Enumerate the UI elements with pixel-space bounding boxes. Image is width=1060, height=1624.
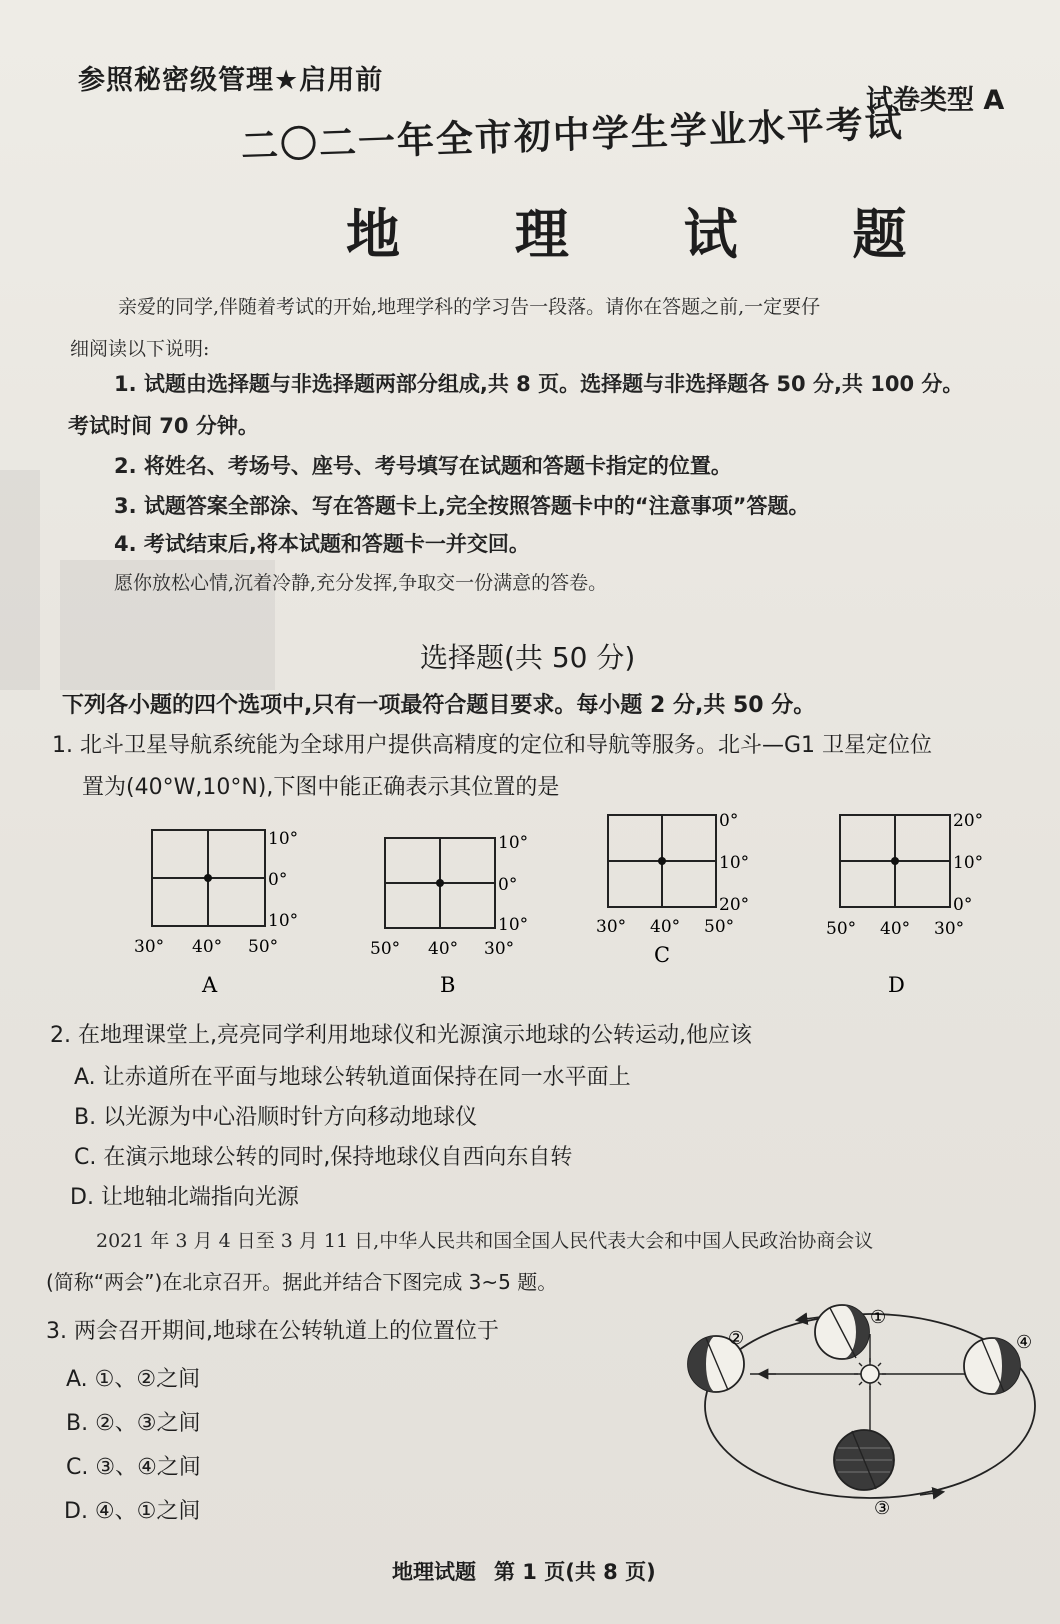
lat-label: 20° bbox=[719, 895, 750, 915]
question-2-option: B. 以光源为中心沿顺时针方向移动地球仪 bbox=[74, 1105, 478, 1130]
orbit-label-1: ① bbox=[870, 1307, 887, 1328]
earth-position-4 bbox=[964, 1332, 1032, 1394]
lon-label: 40° bbox=[880, 919, 911, 939]
section-instruction: 下列各小题的四个选项中,只有一项最符合题目要求。每小题 2 分,共 50 分。 bbox=[62, 693, 816, 718]
lon-label: 50° bbox=[704, 917, 735, 937]
lat-label: 10° bbox=[953, 853, 984, 873]
question-3-stem: 3. 两会召开期间,地球在公转轨道上的位置位于 bbox=[46, 1319, 499, 1344]
grid-d bbox=[826, 811, 983, 997]
earth-position-3 bbox=[834, 1430, 894, 1519]
question-1-stem: 1. 北斗卫星导航系统能为全球用户提供高精度的定位和导航等服务。北斗—G1 卫星定位位 bbox=[52, 733, 933, 758]
option-letter: C bbox=[654, 943, 671, 967]
lon-label: 30° bbox=[596, 917, 627, 937]
lat-label: 10° bbox=[498, 915, 529, 935]
lon-label: 40° bbox=[650, 917, 681, 937]
rule-item: 2. 将姓名、考场号、座号、考号填写在试题和答题卡指定的位置。 bbox=[114, 454, 732, 478]
lat-label: 0° bbox=[719, 811, 739, 831]
q1-grid-diagrams bbox=[0, 800, 1060, 1005]
grid-b bbox=[370, 833, 528, 997]
wish-line: 愿你放松心情,沉着冷静,充分发挥,争取交一份满意的答卷。 bbox=[114, 572, 608, 594]
option-letter: D bbox=[888, 973, 905, 997]
subject-title: 地 理 试 题 bbox=[346, 203, 955, 266]
question-2-option: D. 让地轴北端指向光源 bbox=[70, 1185, 299, 1210]
lon-label: 30° bbox=[934, 919, 965, 939]
orbit-label-3: ③ bbox=[874, 1498, 891, 1519]
page-footer bbox=[392, 1556, 656, 1586]
earth-position-1 bbox=[815, 1305, 886, 1359]
rule-item: 考试时间 70 分钟。 bbox=[68, 414, 259, 438]
rule-item: 1. 试题由选择题与非选择题两部分组成,共 8 页。选择题与非选择题各 50 分,共 100 分。 bbox=[114, 372, 964, 396]
lon-label: 50° bbox=[826, 919, 857, 939]
secret-level-label: 参照秘密级管理★启用前 bbox=[78, 65, 384, 96]
position-dot bbox=[658, 857, 666, 865]
lon-label: 40° bbox=[192, 937, 223, 957]
option-letter: B bbox=[440, 973, 456, 997]
footer-subject: 地理试题 bbox=[392, 1560, 476, 1584]
section-title: 选择题(共 50 分) bbox=[420, 641, 636, 674]
question-3-option: A. ①、②之间 bbox=[66, 1367, 201, 1392]
question-2-stem: 2. 在地理课堂上,亮亮同学利用地球仪和光源演示地球的公转运动,他应该 bbox=[50, 1023, 752, 1048]
context-line: 2021 年 3 月 4 日至 3 月 11 日,中华人民共和国全国人民代表大会和中国人民政治协商会议 bbox=[96, 1230, 874, 1252]
question-3-option: C. ③、④之间 bbox=[66, 1455, 201, 1480]
lon-label: 50° bbox=[248, 937, 279, 957]
orbit-label-4: ④ bbox=[1016, 1332, 1033, 1353]
position-dot bbox=[204, 874, 212, 882]
orbit-label-2: ② bbox=[728, 1328, 745, 1349]
earth-position-2 bbox=[688, 1328, 744, 1392]
rule-item: 3. 试题答案全部涂、写在答题卡上,完全按照答题卡中的“注意事项”答题。 bbox=[114, 494, 810, 518]
earth-orbit-diagram bbox=[680, 1300, 1050, 1535]
greeting-line: 亲爱的同学,伴随着考试的开始,地理学科的学习告一段落。请你在答题之前,一定要仔 bbox=[118, 296, 821, 318]
question-2-option: A. 让赤道所在平面与地球公转轨道面保持在同一水平面上 bbox=[74, 1065, 631, 1090]
bleed-through-shadow bbox=[0, 470, 40, 690]
lat-label: 10° bbox=[719, 853, 750, 873]
grid-c bbox=[596, 811, 749, 967]
context-line: (简称“两会”)在北京召开。据此并结合下图完成 3~5 题。 bbox=[46, 1270, 558, 1294]
lat-label: 10° bbox=[268, 911, 299, 931]
option-letter: A bbox=[202, 973, 218, 997]
lon-label: 40° bbox=[428, 939, 459, 959]
lat-label: 0° bbox=[268, 870, 288, 890]
rule-item: 4. 考试结束后,将本试题和答题卡一并交回。 bbox=[114, 532, 530, 556]
lat-label: 10° bbox=[498, 833, 529, 853]
lon-label: 30° bbox=[134, 937, 165, 957]
question-3-option: B. ②、③之间 bbox=[66, 1411, 201, 1436]
lon-label: 50° bbox=[370, 939, 401, 959]
position-dot bbox=[891, 857, 899, 865]
lat-label: 10° bbox=[268, 829, 299, 849]
lon-label: 30° bbox=[484, 939, 515, 959]
lat-label: 20° bbox=[953, 811, 984, 831]
exam-title: 二〇二一年全市初中学生学业水平考试 bbox=[240, 101, 905, 168]
grid-a bbox=[134, 829, 298, 997]
paper-type-label: 试卷类型 A bbox=[866, 85, 1005, 116]
question-3-option: D. ④、①之间 bbox=[64, 1499, 201, 1524]
lat-label: 0° bbox=[498, 875, 518, 895]
greeting-line: 细阅读以下说明: bbox=[70, 338, 210, 360]
lat-label: 0° bbox=[953, 895, 973, 915]
footer-page-number: 第 1 页(共 8 页) bbox=[494, 1560, 656, 1584]
position-dot bbox=[436, 879, 444, 887]
question-2-option: C. 在演示地球公转的同时,保持地球仪自西向东自转 bbox=[74, 1145, 573, 1170]
question-1-stem: 置为(40°W,10°N),下图中能正确表示其位置的是 bbox=[82, 775, 560, 800]
